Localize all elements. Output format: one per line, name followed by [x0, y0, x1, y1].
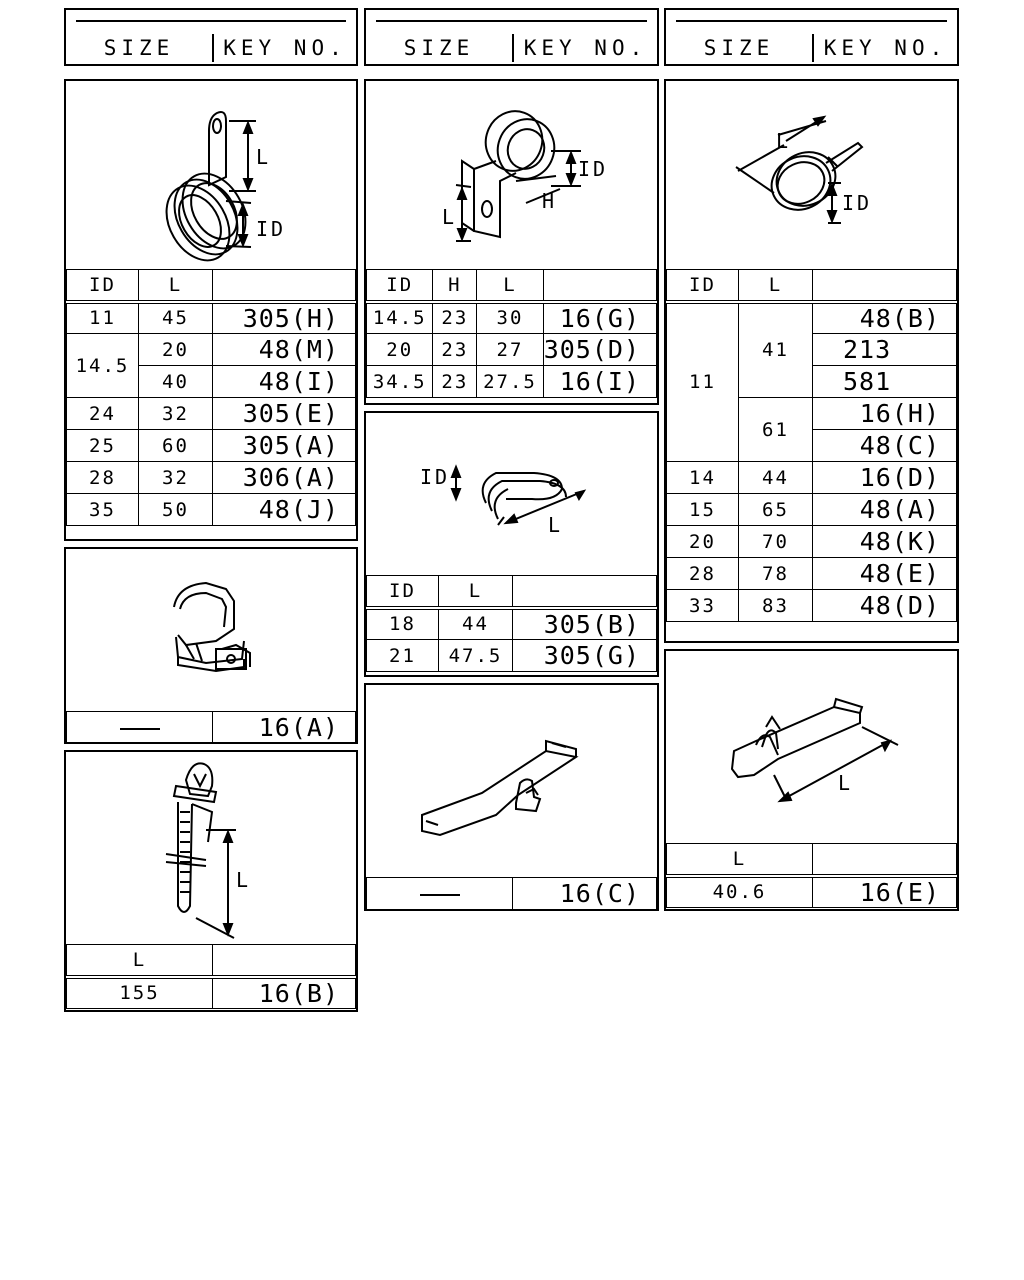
band-clamp-drawing [666, 81, 957, 271]
dimension-label-l: L [776, 129, 789, 153]
dimension-label-l: L [236, 868, 249, 892]
dimension-label-l: L [256, 145, 269, 169]
dash-cell [67, 712, 213, 744]
l-cell: 60 [139, 430, 213, 462]
key-cell: 48(E) [813, 558, 957, 590]
band-table [666, 269, 957, 622]
id-cell: 24 [67, 398, 139, 430]
table-row [367, 302, 657, 334]
offset-clamp-drawing [366, 81, 657, 271]
flat-strip-table [366, 877, 657, 910]
key-cell: 16(G) [543, 302, 656, 334]
table-row [67, 398, 356, 430]
ring-tab-table [66, 269, 356, 526]
table-row [667, 526, 957, 558]
header-key-label: KEY NO. [223, 36, 347, 60]
col-header-l: L [477, 270, 543, 302]
l-cell: 27.5 [477, 366, 543, 398]
l-cell: 40 [139, 366, 213, 398]
clamp-panel-open-clip [64, 547, 358, 744]
key-cell: 305(G) [513, 640, 657, 672]
open-clip-drawing [66, 549, 356, 711]
flat-strip-drawing [366, 685, 657, 879]
l-cell: 40.6 [667, 876, 813, 908]
push-tie-table [66, 944, 356, 1009]
h-cell: 23 [433, 302, 477, 334]
table-row [667, 302, 957, 334]
id-cell: 25 [67, 430, 139, 462]
key-cell: 16(A) [213, 712, 356, 744]
l-cell: 47.5 [439, 640, 513, 672]
key-cell: 16(D) [813, 462, 957, 494]
base-clip-drawing [666, 651, 957, 845]
id-cell: 28 [667, 558, 739, 590]
col-header-key [213, 270, 356, 302]
dimension-label-id: ID [842, 191, 873, 215]
col-header-id: ID [367, 270, 433, 302]
offset-table [366, 269, 657, 398]
table-row [67, 712, 356, 744]
double-loop-table [366, 575, 657, 672]
clamp-panel-offset [364, 79, 659, 405]
dimension-label-l: L [442, 205, 455, 229]
col-header-key [513, 576, 657, 608]
col-header-l: L [139, 270, 213, 302]
table-row [667, 590, 957, 622]
header-box-2 [364, 8, 659, 66]
table-row [667, 462, 957, 494]
key-cell: 48(D) [813, 590, 957, 622]
table-row [67, 494, 356, 526]
col-header-l: L [439, 576, 513, 608]
clamp-panel-ring-tab [64, 79, 358, 541]
col-header-id: ID [667, 270, 739, 302]
col-header-key [813, 844, 957, 876]
header-size-label: SIZE [403, 36, 475, 60]
id-cell: 14 [667, 462, 739, 494]
header-key-label: KEY NO. [523, 36, 648, 60]
l-cell: 27 [477, 334, 543, 366]
id-cell: 11 [667, 302, 739, 462]
table-row [67, 430, 356, 462]
dimension-label-l: L [838, 771, 851, 795]
table-row [67, 334, 356, 366]
l-cell: 32 [139, 398, 213, 430]
col-header-id: ID [367, 576, 439, 608]
l-cell: 32 [139, 462, 213, 494]
l-cell: 78 [739, 558, 813, 590]
key-cell: 16(H) [813, 398, 957, 430]
id-cell: 15 [667, 494, 739, 526]
key-cell: 48(A) [813, 494, 957, 526]
id-cell: 18 [367, 608, 439, 640]
key-cell: 48(M) [213, 334, 356, 366]
clamp-panel-band [664, 79, 959, 643]
dimension-label-id: ID [578, 157, 609, 181]
key-cell: 16(C) [513, 878, 657, 910]
clamp-panel-push-tie [64, 750, 358, 1012]
key-cell: 305(D) [543, 334, 656, 366]
dimension-label-l: L [548, 513, 561, 537]
h-cell: 23 [433, 366, 477, 398]
id-cell: 28 [67, 462, 139, 494]
l-cell: 70 [739, 526, 813, 558]
table-row [667, 494, 957, 526]
l-cell: 44 [439, 608, 513, 640]
header-box-3 [664, 8, 959, 66]
key-cell: 16(I) [543, 366, 656, 398]
dimension-label-h: H [542, 189, 555, 213]
col-header-key [543, 270, 656, 302]
id-cell: 34.5 [367, 366, 433, 398]
col-header-l: L [667, 844, 813, 876]
ring-tab-clamp-drawing [66, 81, 356, 271]
double-loop-drawing [366, 413, 657, 575]
dash-mark [120, 728, 160, 730]
dash-mark [420, 894, 460, 896]
id-cell: 21 [367, 640, 439, 672]
key-cell: 213 [813, 334, 957, 366]
clamp-panel-flat-strip [364, 683, 659, 911]
l-cell: 61 [739, 398, 813, 462]
l-cell: 65 [739, 494, 813, 526]
key-cell: 16(E) [813, 876, 957, 908]
col-header-l: L [739, 270, 813, 302]
l-cell: 83 [739, 590, 813, 622]
key-cell: 16(B) [213, 977, 356, 1009]
col-header-id: ID [67, 270, 139, 302]
key-cell: 305(A) [213, 430, 356, 462]
header-size-label: SIZE [703, 36, 775, 60]
header-box-1 [64, 8, 358, 66]
key-cell: 305(B) [513, 608, 657, 640]
dimension-label-id: ID [256, 217, 287, 241]
base-clip-table [666, 843, 957, 908]
open-clip-table [66, 711, 356, 744]
col-header-h: H [433, 270, 477, 302]
table-row [667, 558, 957, 590]
dash-cell [367, 878, 513, 910]
key-cell: 48(K) [813, 526, 957, 558]
key-cell: 48(B) [813, 302, 957, 334]
id-cell: 20 [667, 526, 739, 558]
id-cell: 20 [367, 334, 433, 366]
l-cell: 30 [477, 302, 543, 334]
h-cell: 23 [433, 334, 477, 366]
id-cell: 11 [67, 302, 139, 334]
clamp-panel-base-clip [664, 649, 959, 911]
id-cell: 14.5 [67, 334, 139, 398]
key-cell: 581 [813, 366, 957, 398]
l-cell: 155 [67, 977, 213, 1009]
table-row [667, 876, 957, 908]
push-tie-drawing [66, 752, 356, 944]
key-cell: 48(I) [213, 366, 356, 398]
l-cell: 20 [139, 334, 213, 366]
table-row [367, 366, 657, 398]
dimension-label-id: ID [420, 465, 451, 489]
table-row [67, 302, 356, 334]
table-row [367, 334, 657, 366]
l-cell: 45 [139, 302, 213, 334]
key-cell: 305(H) [213, 302, 356, 334]
col-header-key [813, 270, 957, 302]
l-cell: 44 [739, 462, 813, 494]
id-cell: 33 [667, 590, 739, 622]
l-cell: 50 [139, 494, 213, 526]
key-cell: 48(C) [813, 430, 957, 462]
key-cell: 305(E) [213, 398, 356, 430]
table-row [367, 640, 657, 672]
header-size-label: SIZE [103, 36, 175, 60]
id-cell: 14.5 [367, 302, 433, 334]
l-cell: 41 [739, 302, 813, 398]
id-cell: 35 [67, 494, 139, 526]
header-key-label: KEY NO. [823, 36, 948, 60]
table-row [67, 977, 356, 1009]
key-cell: 48(J) [213, 494, 356, 526]
key-cell: 306(A) [213, 462, 356, 494]
col-header-key [213, 945, 356, 977]
table-row [67, 462, 356, 494]
clamp-panel-double-loop [364, 411, 659, 677]
table-row [367, 878, 657, 910]
col-header-l: L [67, 945, 213, 977]
table-row [367, 608, 657, 640]
